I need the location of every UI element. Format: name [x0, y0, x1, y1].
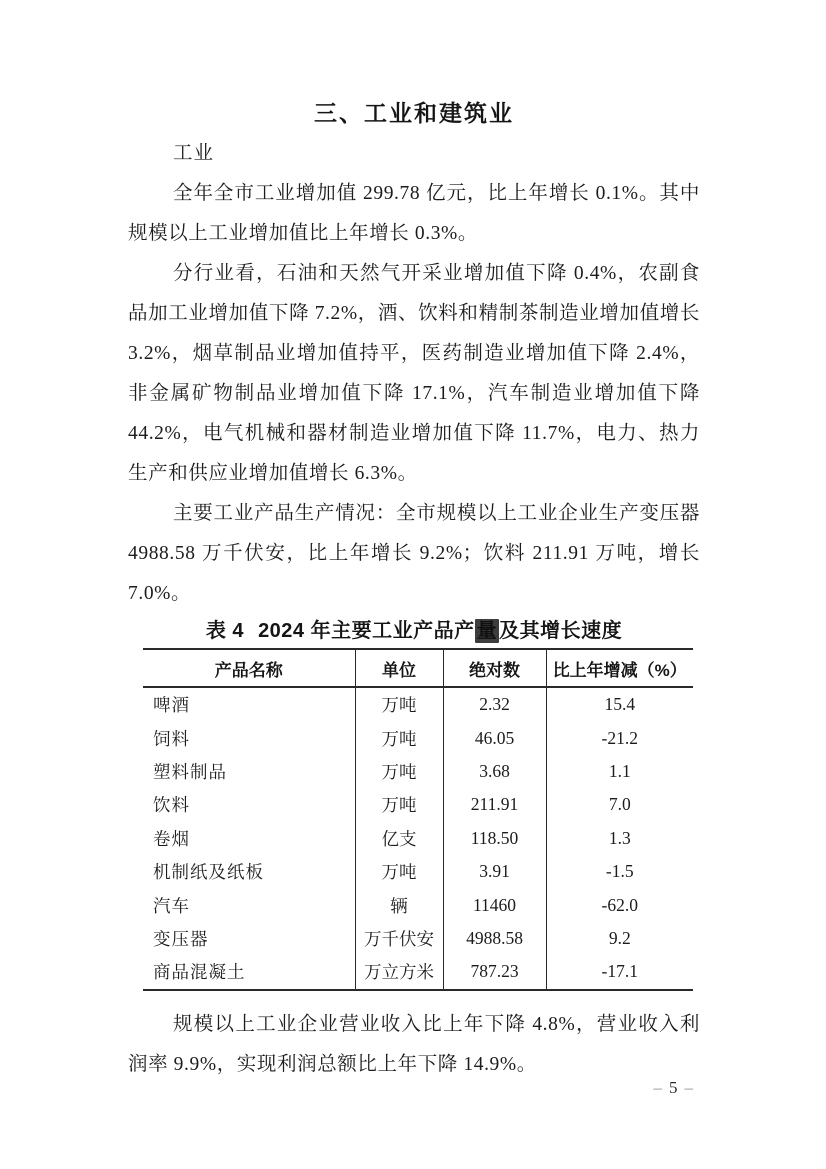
cell-absolute-value: 2.32 [443, 687, 546, 721]
table-row [143, 822, 693, 855]
cell-product-name: 饲料 [143, 721, 355, 754]
table-row [143, 888, 693, 921]
cell-unit: 万吨 [355, 687, 443, 721]
table-row [143, 755, 693, 788]
cell-unit: 万吨 [355, 788, 443, 821]
paragraph-main-products: 主要工业产品生产情况：全市规模以上工业企业生产变压器 4988.58 万千伏安，比上年增长 9.2%；饮料 211.91 万吨，增长 7.0%。 [128, 503, 700, 604]
cell-product-name: 卷烟 [143, 822, 355, 855]
cell-yoy-change: -1.5 [605, 861, 634, 882]
cell-product-name: 机制纸及纸板 [143, 855, 355, 888]
table-caption [128, 614, 700, 648]
section-title: 三、工业和建筑业 [314, 100, 514, 126]
cell-yoy-change: -62.0 [601, 894, 638, 915]
cell-product-name: 汽车 [143, 888, 355, 921]
cell-absolute-value: 4988.58 [443, 922, 546, 955]
table-caption-label: 表 4 [205, 620, 245, 642]
cell-product-name: 饮料 [143, 788, 355, 821]
page-number: 5 [669, 1078, 678, 1097]
cell-yoy-change: 1.3 [608, 827, 631, 848]
cell-product-name: 啤酒 [143, 687, 355, 721]
table-row [143, 922, 693, 955]
cell-yoy-change: 9.2 [608, 927, 631, 948]
col-header-product-name: 产品名称 [143, 649, 355, 687]
cell-unit: 万吨 [355, 855, 443, 888]
table-caption-text-1: 2024 年主要工业产品产 [258, 620, 475, 642]
cell-unit: 辆 [355, 888, 443, 921]
cell-absolute-value: 11460 [443, 888, 546, 921]
table-row [143, 721, 693, 754]
table-row [143, 687, 693, 721]
cell-yoy-change: -17.1 [601, 961, 638, 982]
cell-absolute-value: 118.50 [443, 822, 546, 855]
cell-product-name: 塑料制品 [143, 755, 355, 788]
cell-yoy-change: 1.1 [608, 760, 631, 781]
col-header-unit: 单位 [355, 649, 443, 687]
table-row [143, 955, 693, 989]
page-content [128, 100, 700, 1085]
page-number-dash-left: – [653, 1078, 662, 1097]
cell-unit: 万千伏安 [355, 922, 443, 955]
paragraph-revenue: 规模以上工业企业营业收入比上年下降 4.8%，营业收入利润率 9.9%，实现利润总额比上年下降 14.9%。 [128, 1013, 700, 1075]
industrial-products-table [143, 648, 693, 991]
cell-product-name: 变压器 [143, 922, 355, 955]
cell-absolute-value: 3.68 [443, 755, 546, 788]
table-header-row [143, 649, 693, 687]
page-number-dash-right: – [684, 1078, 693, 1097]
cell-unit: 万吨 [355, 755, 443, 788]
cell-unit: 万立方米 [355, 955, 443, 989]
cell-unit: 万吨 [355, 721, 443, 754]
cell-product-name: 商品混凝土 [143, 955, 355, 989]
cell-absolute-value: 3.91 [443, 855, 546, 888]
cell-yoy-change: 7.0 [608, 794, 631, 815]
table-row [143, 788, 693, 821]
paragraph-industry-total: 全年全市工业增加值 299.78 亿元，比上年增长 0.1%。其中规模以上工业增加值比上年增长 0.3%。 [128, 183, 700, 244]
col-header-yoy-change: 比上年增减（%） [546, 649, 693, 687]
ink-smudge-char: 量 [476, 620, 498, 642]
paragraph-by-sector: 分行业看，石油和天然气开采业增加值下降 0.4%，农副食品加工业增加值下降 7.2%，酒、饮料和精制茶制造业增加值增长 3.2%，烟草制品业增加值持平，医药制造业增加值下降 2.4%，非金属矿物制品业增加值下降 17.1%，汽车制造业增加值下降 44.2%，电气机械和器材制造业增加值下降 11.7%，电力、热力生产和供应业增加值增长 6.3%。 [128, 263, 700, 484]
cell-absolute-value: 211.91 [443, 788, 546, 821]
cell-absolute-value: 46.05 [443, 721, 546, 754]
cell-unit: 亿支 [355, 822, 443, 855]
table-caption-text-2: 及其增长速度 [499, 620, 623, 642]
cell-absolute-value: 787.23 [443, 955, 546, 989]
subsection-heading: 工业 [173, 143, 215, 164]
table-row [143, 855, 693, 888]
cell-yoy-change: 15.4 [604, 694, 636, 715]
col-header-absolute-value: 绝对数 [443, 649, 546, 687]
page-footer [0, 1076, 826, 1100]
cell-yoy-change: -21.2 [601, 727, 638, 748]
